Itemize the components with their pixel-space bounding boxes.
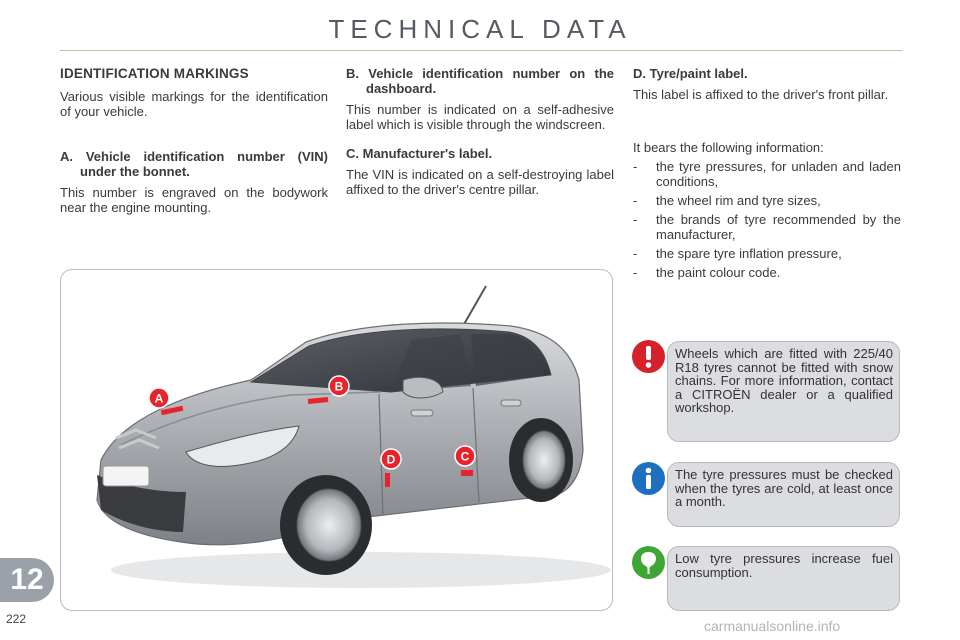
svg-text:D: D [386, 452, 396, 467]
list-item: - the brands of tyre recommended by the manufacturer, [633, 212, 901, 242]
info-list [633, 159, 901, 280]
info-intro: It bears the following information: [633, 140, 824, 155]
heading-c: C. Manufacturer's label. [346, 146, 493, 161]
intro-text: Various visible markings for the identification of your vehicle. [60, 89, 328, 119]
page-number: 222 [6, 612, 27, 626]
heading-a: A. Vehicle identification number (VIN) under the bonnet. [60, 149, 328, 179]
text-b: This number is indicated on a self-adhesive label which is visible through the windscreen. [346, 102, 614, 132]
chapter-tab: 12 [0, 558, 54, 602]
info-note: The tyre pressures must be checked when the tyres are cold, at least once a month. [667, 462, 900, 527]
svg-text:C: C [460, 449, 470, 464]
heading-d: D. Tyre/paint label. [633, 66, 748, 81]
eco-note: Low tyre pressures increase fuel consumption. [667, 546, 900, 611]
antenna [463, 286, 486, 326]
list-item: - the wheel rim and tyre sizes, [633, 193, 821, 208]
list-item: - the spare tyre inflation pressure, [633, 246, 842, 261]
list-item: - the tyre pressures, for unladen and laden conditions, [633, 159, 901, 189]
list-item: - the paint colour code. [633, 265, 781, 280]
mark-d [385, 473, 390, 487]
svg-text:A: A [154, 391, 164, 406]
warning-note: Wheels which are fitted with 225/40 R18 tyres cannot be fitted with snow chains. For more information, contact a CITROËN dealer or a qualified workshop. [667, 341, 900, 442]
eco-leaf-icon [632, 546, 665, 579]
title-divider [60, 50, 902, 51]
marker-c [455, 446, 475, 466]
column-vin-labels [346, 66, 614, 197]
vehicle-figure [60, 269, 613, 611]
column-tyre-label [633, 66, 901, 284]
column-identification [60, 66, 328, 215]
heading-b: B. Vehicle identification number on the dashboard. [346, 66, 614, 96]
text-c: The VIN is indicated on a self-destroying label affixed to the driver's centre pillar. [346, 167, 614, 197]
marker-d [381, 449, 401, 469]
section-heading: IDENTIFICATION MARKINGS [60, 66, 249, 81]
mark-c [461, 470, 473, 476]
text-d: This label is affixed to the driver's front pillar. [633, 87, 889, 102]
car-illustration [61, 270, 613, 611]
marker-a [149, 388, 169, 408]
svg-text:B: B [334, 379, 344, 394]
marker-b [329, 376, 349, 396]
warning-icon [632, 340, 665, 373]
page-title: TECHNICAL DATA [328, 14, 632, 44]
info-icon [632, 462, 665, 495]
text-a: This number is engraved on the bodywork near the engine mounting. [60, 185, 328, 215]
watermark: carmanualsonline.info [704, 618, 841, 634]
